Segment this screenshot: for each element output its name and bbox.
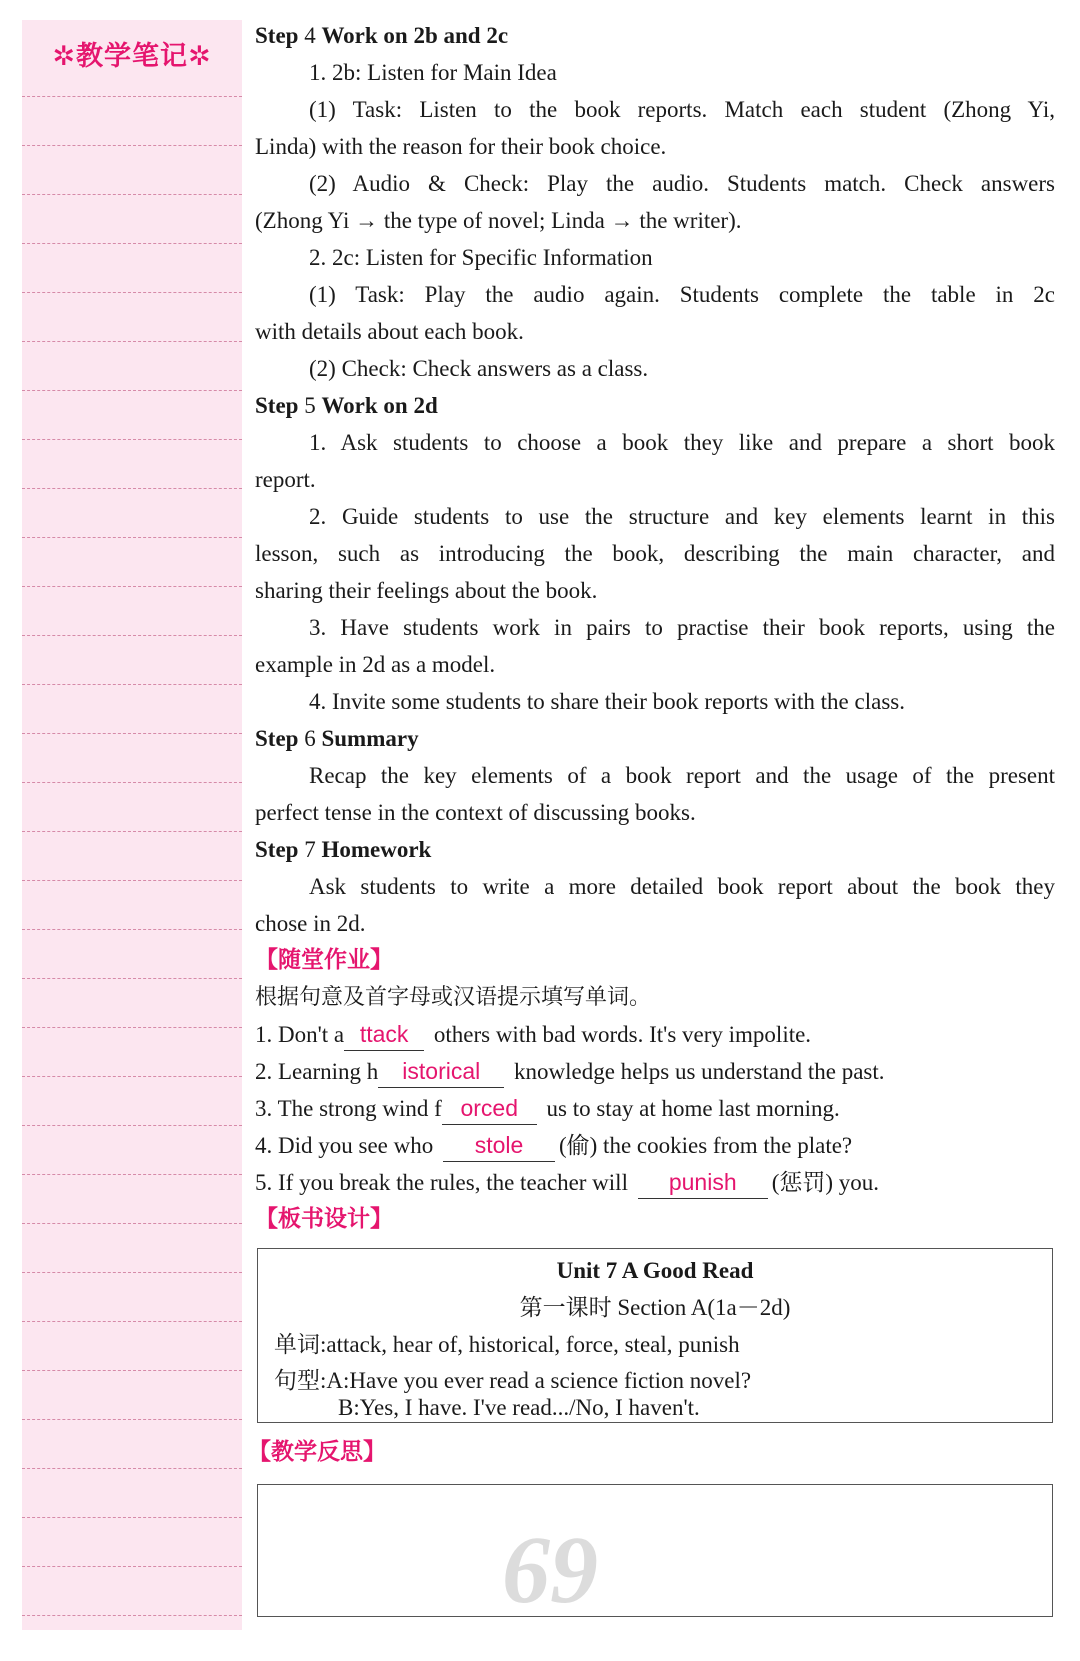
- step-text: Ask students to write a more detailed book report about the book they: [309, 874, 1055, 899]
- step-text: 1. 2b: Listen for Main Idea: [309, 60, 557, 85]
- step-text: example in 2d as a model.: [255, 652, 496, 677]
- step-text: perfect tense in the context of discussing books.: [255, 800, 696, 825]
- note-line: [22, 1321, 242, 1322]
- step-text: Recap the key elements of a book report and the usage of the present: [309, 763, 1055, 788]
- step-text: (2) Check: Check answers as a class.: [309, 356, 649, 381]
- reflection-box: [257, 1484, 1053, 1617]
- homework-instruction: 根据句意及首字母或汉语提示填写单词。: [255, 985, 652, 1010]
- step-text: Linda) with the reason for their book choice.: [255, 134, 667, 159]
- step-7-heading: Step 7 Homework: [255, 837, 432, 862]
- exercise-item: 4. Did you see who stole (偷) the cookies from the plate?: [255, 1127, 1055, 1164]
- note-line: [22, 880, 242, 881]
- step-text: with details about each book.: [255, 319, 524, 344]
- answer-blank: istorical: [378, 1056, 504, 1088]
- step-text: 2. Guide students to use the structure and key elements learnt in this: [309, 504, 1055, 529]
- step-text: report.: [255, 467, 316, 492]
- note-line: [22, 1468, 242, 1469]
- note-line: [22, 292, 242, 293]
- homework-heading: 【随堂作业】: [255, 947, 393, 973]
- note-line: [22, 1125, 242, 1126]
- note-line: [22, 1076, 242, 1077]
- step-text: 3. Have students work in pairs to practise their book reports, using the: [309, 615, 1055, 640]
- board-title: Unit 7 A Good Read: [556, 1258, 754, 1283]
- answer-blank: stole: [443, 1130, 555, 1162]
- note-line: [22, 145, 242, 146]
- answer-blank: punish: [638, 1167, 768, 1199]
- note-line: [22, 488, 242, 489]
- step-text: (1) Task: Listen to the book reports. Match each student (Zhong Yi,: [309, 97, 1055, 122]
- note-line: [22, 635, 242, 636]
- note-line: [22, 1223, 242, 1224]
- note-line: [22, 1566, 242, 1567]
- note-line: [22, 831, 242, 832]
- board-pattern-a: 句型:A:Have you ever read a science fiction novel?: [274, 1368, 752, 1393]
- step-5-heading: Step 5 Work on 2d: [255, 393, 438, 418]
- board-pattern-b: B:Yes, I have. I've read.../No, I haven't.: [338, 1395, 700, 1420]
- note-line: [22, 1272, 242, 1273]
- note-line: [22, 1174, 242, 1175]
- step-4-heading: Step 4 Work on 2b and 2c: [255, 23, 509, 48]
- note-line: [22, 929, 242, 930]
- note-line: [22, 1615, 242, 1616]
- note-line: [22, 341, 242, 342]
- note-line: [22, 586, 242, 587]
- board-subtitle: 第一课时 Section A(1a－2d): [519, 1295, 791, 1320]
- note-line: [22, 733, 242, 734]
- note-line: [22, 537, 242, 538]
- sidebar-title: ✲教学笔记✲: [52, 41, 212, 72]
- teaching-notes-sidebar: [22, 20, 242, 1630]
- step-text: chose in 2d.: [255, 911, 366, 936]
- step-text: (2) Audio & Check: Play the audio. Students match. Check answers: [309, 171, 1055, 196]
- exercise-item: 2. Learning h istorical knowledge helps us understand the past.: [255, 1053, 1055, 1090]
- step-text: lesson, such as introducing the book, describing the main character, and: [255, 541, 1055, 566]
- answer-blank: orced: [442, 1093, 537, 1125]
- note-line: [22, 243, 242, 244]
- board-words: 单词:attack, hear of, historical, force, steal, punish: [274, 1332, 740, 1357]
- note-line: [22, 390, 242, 391]
- note-line: [22, 1419, 242, 1420]
- answer-blank: ttack: [344, 1019, 424, 1051]
- step-text: 1. Ask students to choose a book they like and prepare a short book: [309, 430, 1055, 455]
- step-6-heading: Step 6 Summary: [255, 726, 419, 751]
- lesson-content: [255, 17, 1055, 1238]
- note-line: [22, 96, 242, 97]
- step-text: (1) Task: Play the audio again. Students complete the table in 2c: [309, 282, 1055, 307]
- note-line: [22, 684, 242, 685]
- exercise-item: 5. If you break the rules, the teacher will punish (惩罚) you.: [255, 1164, 1055, 1201]
- note-line: [22, 194, 242, 195]
- note-line: [22, 1027, 242, 1028]
- note-line: [22, 782, 242, 783]
- step-text: sharing their feelings about the book.: [255, 578, 598, 603]
- exercise-item: 1. Don't a ttack others with bad words. It's very impolite.: [255, 1016, 1055, 1053]
- note-line: [22, 439, 242, 440]
- step-text: (Zhong Yi → the type of novel; Linda → the writer).: [255, 208, 742, 233]
- reflection-heading: 【教学反思】: [248, 1439, 386, 1465]
- page-number: 69: [502, 1516, 598, 1623]
- note-line: [22, 1370, 242, 1371]
- note-line: [22, 1517, 242, 1518]
- exercise-item: 3. The strong wind f orced us to stay at home last morning.: [255, 1090, 1055, 1127]
- board-heading: 【板书设计】: [255, 1206, 393, 1232]
- board-design-box: [257, 1248, 1053, 1423]
- step-text: 4. Invite some students to share their book reports with the class.: [309, 689, 905, 714]
- step-text: 2. 2c: Listen for Specific Information: [309, 245, 653, 270]
- note-line: [22, 978, 242, 979]
